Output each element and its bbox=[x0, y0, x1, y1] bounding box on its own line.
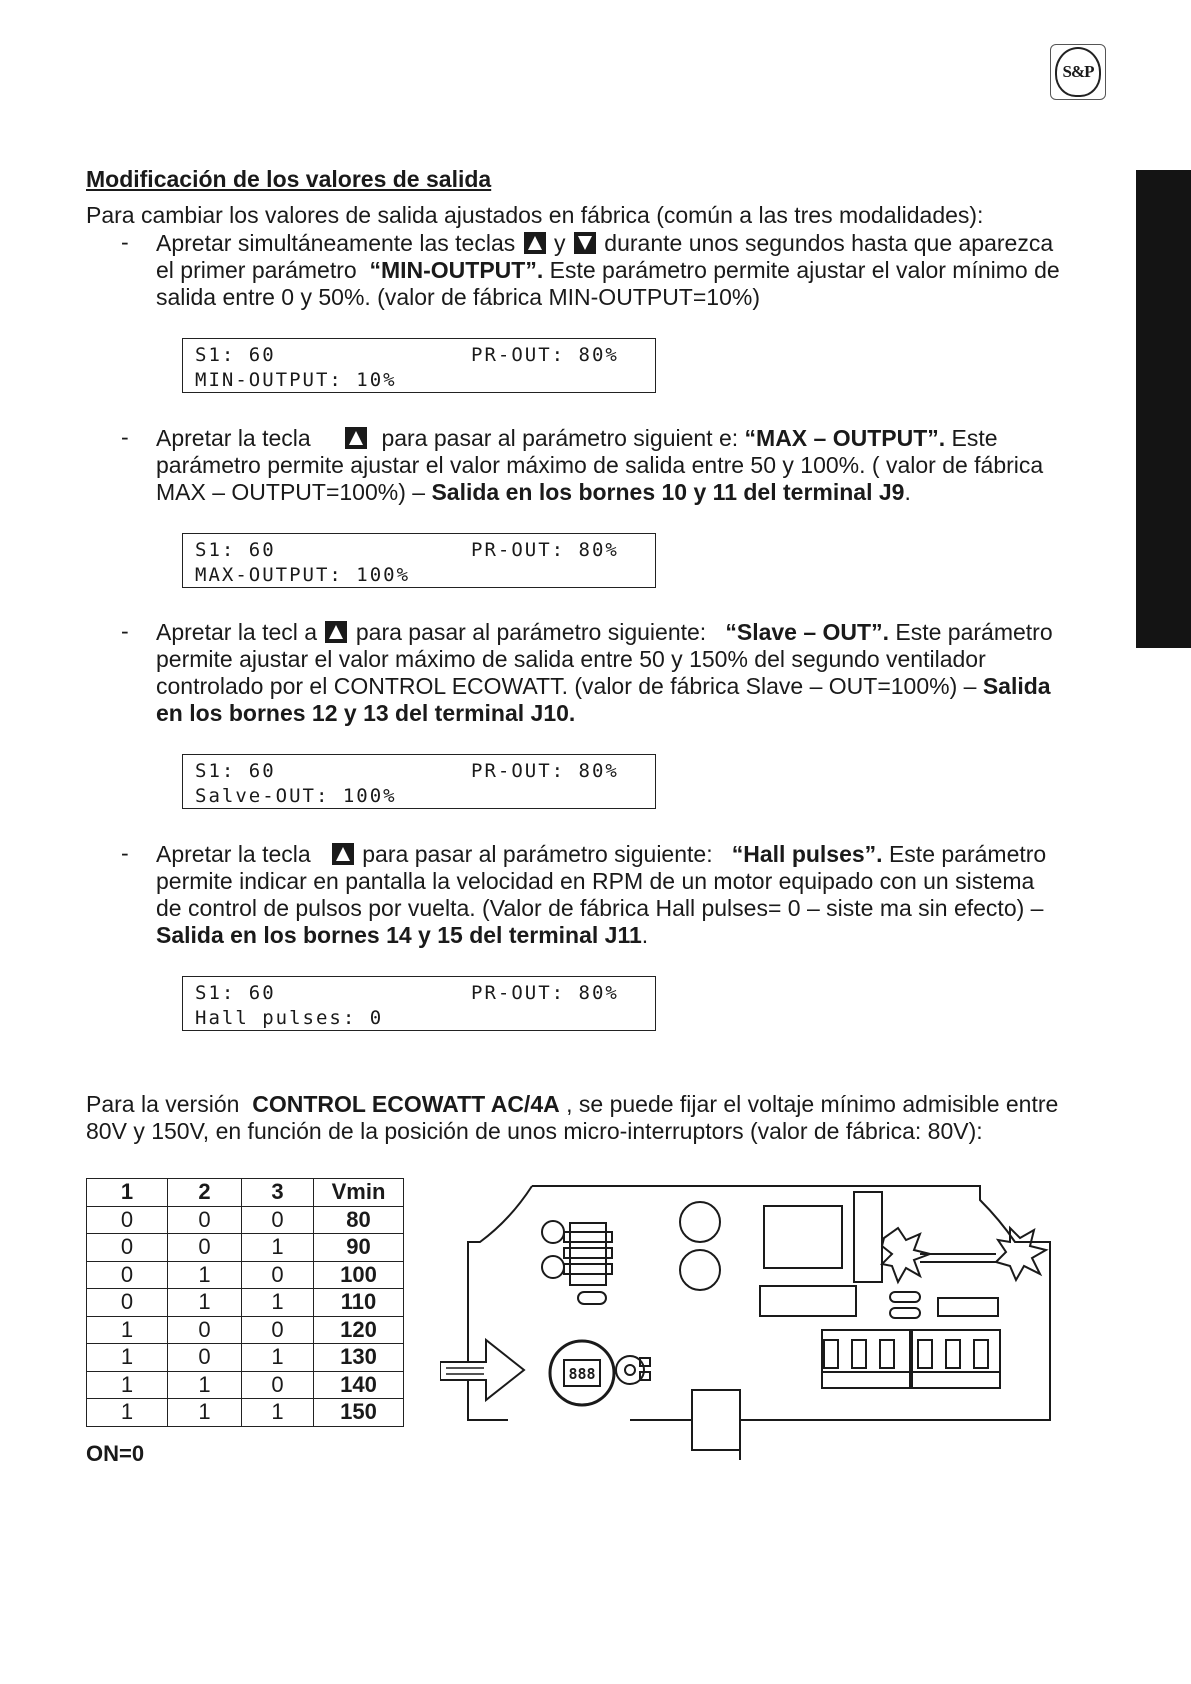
terminal-block bbox=[912, 1330, 1000, 1388]
capacitor-circle bbox=[680, 1202, 720, 1242]
item3-line2: permite ajustar el valor máximo de salida entre 50 y 150% del segundo ventilador bbox=[156, 646, 986, 672]
lcd-display-slave-out bbox=[182, 754, 656, 809]
lcd-row1-left: S1: 60 bbox=[195, 344, 276, 366]
item2-line2: parámetro permite ajustar el valor máximo de salida entre 50 y 100%. ( valor de fábrica bbox=[156, 452, 1044, 478]
table-row: 1 0 0 120 bbox=[87, 1316, 404, 1344]
up-key-icon bbox=[325, 621, 347, 643]
table-row: 0 0 0 80 bbox=[87, 1206, 404, 1234]
item1-line3: salida entre 0 y 50%. (valor de fábrica MIN-OUTPUT=10%) bbox=[156, 284, 760, 310]
item4-line4: Salida en los bornes 14 y 15 del terminal J11. bbox=[156, 922, 649, 948]
brand-logo bbox=[1050, 44, 1106, 100]
spark-right-icon bbox=[996, 1228, 1046, 1280]
table-row: 1 1 0 140 bbox=[87, 1371, 404, 1399]
item2-line1: Apretar la tecla para pasar al parámetro siguient e: “MAX – OUTPUT”. Este bbox=[156, 425, 998, 451]
component-circle bbox=[542, 1221, 564, 1243]
table-header-cell: 3 bbox=[242, 1179, 314, 1207]
item4-line1: Apretar la tecla para pasar al parámetro siguiente: “Hall pulses”. Este parámetro bbox=[156, 841, 1047, 867]
section-heading: Modificación de los valores de salida bbox=[86, 166, 492, 192]
lcd-row1-right: PR-OUT: 80% bbox=[471, 344, 619, 366]
component-circle bbox=[542, 1256, 564, 1278]
logo-text: S&P bbox=[1055, 47, 1101, 97]
bullet-3: - bbox=[121, 618, 129, 644]
relay-box bbox=[764, 1206, 842, 1268]
lcd-row1-right: PR-OUT: 80% bbox=[471, 760, 619, 782]
lcd-display-hall-pulses bbox=[182, 976, 656, 1031]
item2-line3: MAX – OUTPUT=100%) – Salida en los bornes 10 y 11 del terminal J9. bbox=[156, 479, 911, 505]
board-outline bbox=[532, 1186, 1050, 1460]
lcd-display-min-output bbox=[182, 338, 656, 393]
table-row: 1 1 1 150 bbox=[87, 1399, 404, 1427]
lcd-row2: MAX-OUTPUT: 100% bbox=[195, 564, 411, 586]
component-tall bbox=[854, 1192, 882, 1282]
component-oval bbox=[578, 1292, 606, 1304]
version-line1: Para la versión CONTROL ECOWATT AC/4A , se puede fijar el voltaje mínimo admisible entre bbox=[86, 1091, 1059, 1117]
up-key-icon bbox=[345, 427, 367, 449]
circuit-board-diagram bbox=[440, 1180, 1080, 1460]
table-row: 0 1 1 110 bbox=[87, 1289, 404, 1317]
component-slot bbox=[938, 1298, 998, 1316]
section-tab-marker bbox=[1136, 170, 1191, 648]
lcd-row1-left: S1: 60 bbox=[195, 982, 276, 1004]
component-rect bbox=[760, 1286, 856, 1316]
table-header-row bbox=[87, 1179, 404, 1207]
lcd-display-max-output bbox=[182, 533, 656, 588]
bottom-connector bbox=[692, 1390, 740, 1450]
lcd-row2: MIN-OUTPUT: 10% bbox=[195, 369, 397, 391]
vmin-table bbox=[86, 1178, 404, 1427]
up-key-icon bbox=[332, 843, 354, 865]
table-header-cell: Vmin bbox=[314, 1179, 404, 1207]
item1-line2: el primer parámetro “MIN-OUTPUT”. Este parámetro permite ajustar el valor mínimo de bbox=[156, 257, 1060, 283]
bullet-2: - bbox=[121, 424, 129, 450]
lcd-row1-left: S1: 60 bbox=[195, 760, 276, 782]
lcd-row1-right: PR-OUT: 80% bbox=[471, 539, 619, 561]
down-key-icon bbox=[574, 232, 596, 254]
table-row: 1 0 1 130 bbox=[87, 1344, 404, 1372]
on-equals-zero-note: ON=0 bbox=[86, 1441, 145, 1466]
lcd-row1-right: PR-OUT: 80% bbox=[471, 982, 619, 1004]
item3-line3: controlado por el CONTROL ECOWATT. (valor de fábrica Slave – OUT=100%) – Salida bbox=[156, 673, 1051, 699]
version-line2: 80V y 150V, en función de la posición de unos micro-interruptors (valor de fábrica: 80V): bbox=[86, 1118, 983, 1144]
table-header-cell: 2 bbox=[168, 1179, 242, 1207]
table-row: 0 0 1 90 bbox=[87, 1234, 404, 1262]
capacitor-circle bbox=[680, 1250, 720, 1290]
lcd-row2: Hall pulses: 0 bbox=[195, 1007, 384, 1029]
item1-line1: Apretar simultáneamente las teclas y durante unos segundos hasta que aparezca bbox=[156, 230, 1054, 256]
up-key-icon bbox=[524, 232, 546, 254]
dip-switch-label: 888 bbox=[568, 1365, 596, 1383]
intro-text: Para cambiar los valores de salida ajustados en fábrica (común a las tres modalidades): bbox=[86, 202, 984, 228]
item3-line1: Apretar la tecl a para pasar al parámetro siguiente: “Slave – OUT”. Este parámetro bbox=[156, 619, 1053, 645]
item4-line3: de control de pulsos por vuelta. (Valor de fábrica Hall pulses= 0 – siste ma sin efecto) – bbox=[156, 895, 1044, 921]
lcd-row2: Salve-OUT: 100% bbox=[195, 785, 397, 807]
table-row: 0 1 0 100 bbox=[87, 1261, 404, 1289]
pointer-arrow-icon bbox=[440, 1340, 524, 1400]
table-header-cell: 1 bbox=[87, 1179, 168, 1207]
item3-line4: en los bornes 12 y 13 del terminal J10. bbox=[156, 700, 576, 726]
bullet-4: - bbox=[121, 840, 129, 866]
lcd-row1-left: S1: 60 bbox=[195, 539, 276, 561]
item4-line2: permite indicar en pantalla la velocidad en RPM de un motor equipado con un sistema bbox=[156, 868, 1035, 894]
bullet-1: - bbox=[121, 229, 129, 255]
